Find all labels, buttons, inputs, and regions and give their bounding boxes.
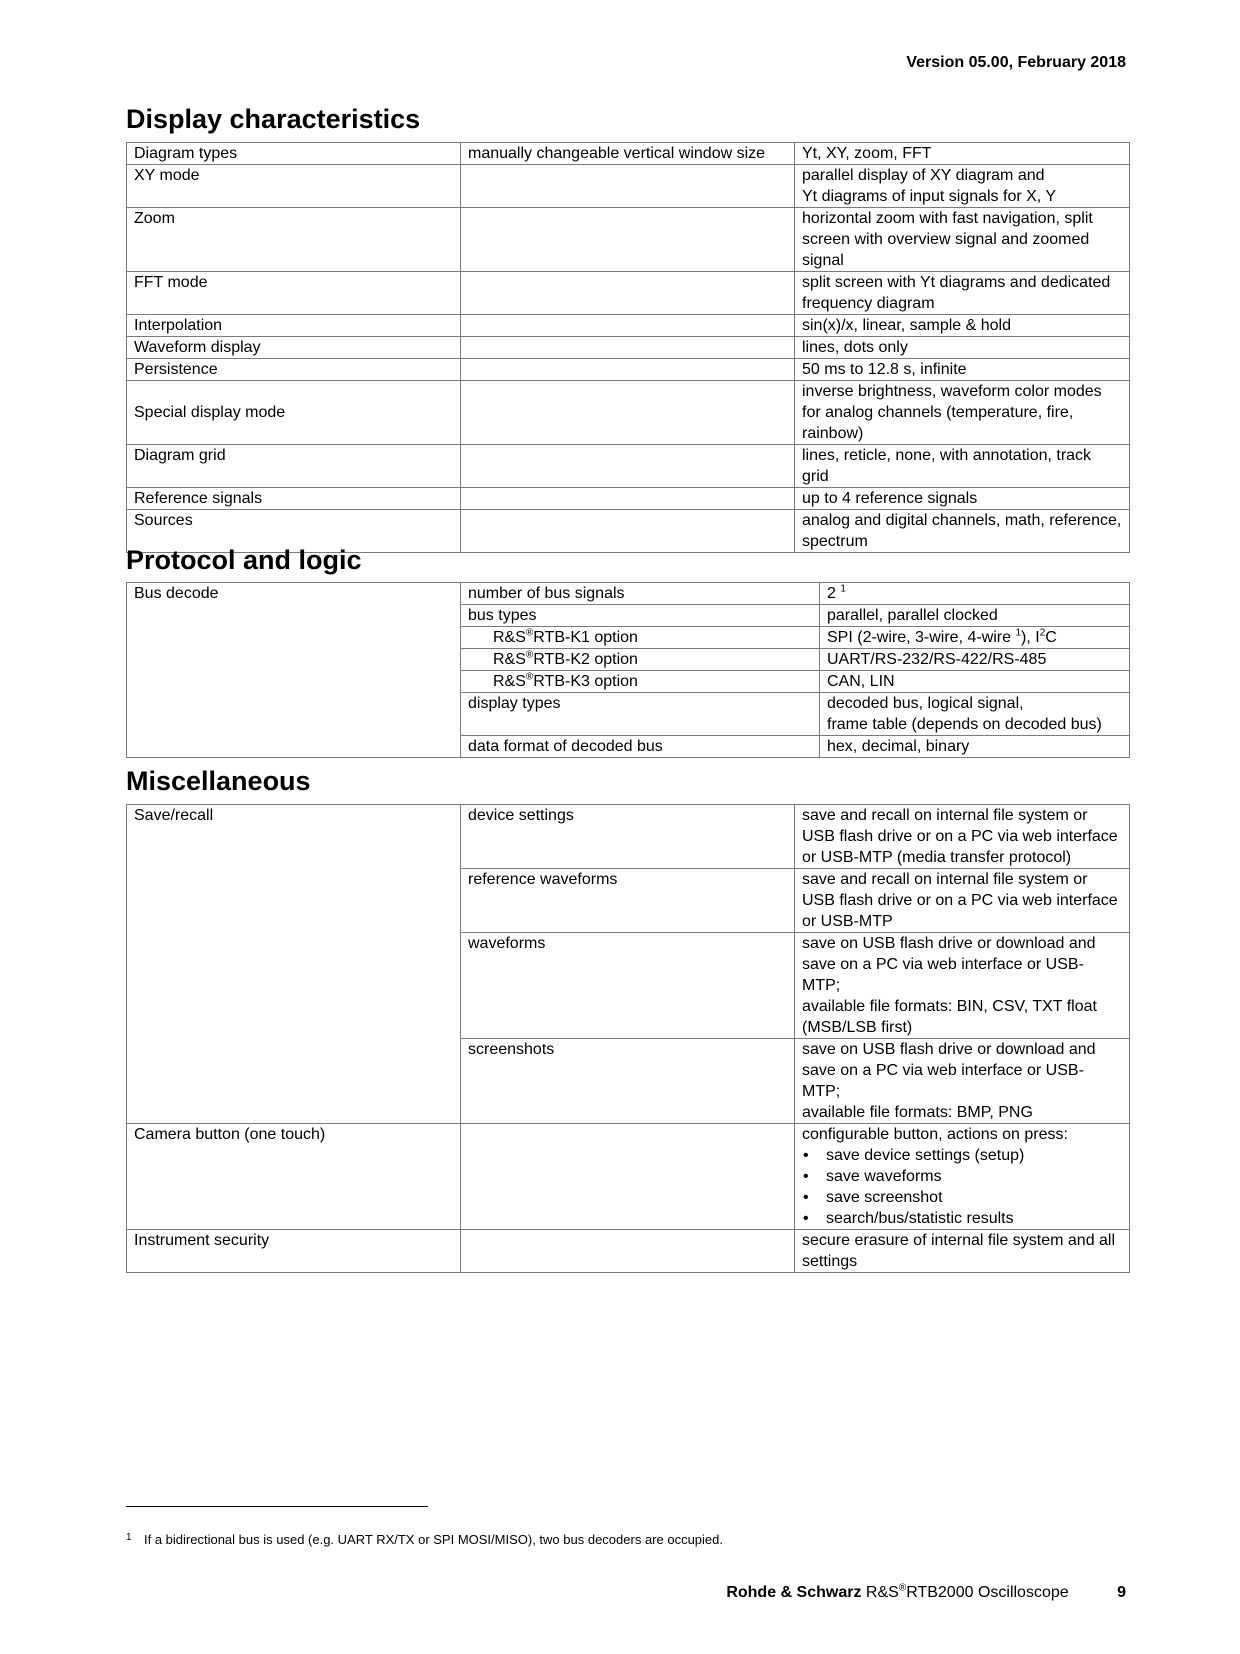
table-cell: save and recall on internal file system or USB flash drive or on a PC via web interface or USB-MTP: [795, 869, 1130, 933]
display-table-body: [127, 143, 1130, 553]
table-cell: CAN, LIN: [820, 671, 1130, 693]
registered-mark: ®: [898, 1582, 907, 1594]
table-cell: Special display mode: [127, 381, 461, 445]
table-cell: Save/recall: [127, 805, 461, 1124]
k1-value-c: C: [1045, 629, 1057, 646]
display-characteristics-table: [126, 142, 1130, 553]
bus-signals-value: 2: [827, 585, 836, 602]
section-title-display: Display characteristics: [126, 104, 421, 134]
rs-prefix: R&S: [493, 651, 526, 668]
table-cell: Diagram types: [127, 143, 461, 165]
table-row: [127, 359, 1130, 381]
footnote-ref: 1: [840, 583, 846, 595]
table-cell: Diagram grid: [127, 445, 461, 488]
table-row: [127, 208, 1130, 272]
table-cell: number of bus signals: [461, 583, 820, 605]
table-cell: parallel, parallel clocked: [820, 605, 1130, 627]
option-label: RTB-K3 option: [533, 673, 638, 690]
table-cell: split screen with Yt diagrams and dedicated frequency diagram: [795, 272, 1130, 315]
page-number: 9: [1117, 1584, 1126, 1601]
table-cell: secure erasure of internal file system and all settings: [795, 1230, 1130, 1273]
table-cell: analog and digital channels, math, reference, spectrum: [795, 510, 1130, 553]
table-cell: [461, 165, 795, 208]
page-footer: [726, 1584, 1126, 1602]
table-cell: Instrument security: [127, 1230, 461, 1273]
table-row: [127, 272, 1130, 315]
table-row: [127, 143, 1130, 165]
table-row: [127, 381, 1130, 445]
list-item: • save waveforms: [802, 1166, 1122, 1187]
footer-product-prefix: R&S: [865, 1584, 899, 1601]
table-cell: Reference signals: [127, 488, 461, 510]
table-cell: Zoom: [127, 208, 461, 272]
table-row: [127, 488, 1130, 510]
table-row: [127, 445, 1130, 488]
table-cell: hex, decimal, binary: [820, 736, 1130, 758]
table-row: [127, 583, 1130, 605]
table-cell: save and recall on internal file system or USB flash drive or on a PC via web interface or USB-MTP (media transfer protocol): [795, 805, 1130, 869]
table-cell: horizontal zoom with fast navigation, split screen with overview signal and zoomed signal: [795, 208, 1130, 272]
k1-value-b: ), I: [1021, 629, 1040, 646]
camera-intro: configurable button, actions on press:: [802, 1126, 1068, 1143]
footnote-divider: [126, 1506, 428, 1507]
footer-product: RTB2000 Oscilloscope: [906, 1584, 1069, 1601]
table-row: [127, 805, 1130, 869]
table-cell: data format of decoded bus: [461, 736, 820, 758]
table-row: [127, 315, 1130, 337]
table-cell: [461, 510, 795, 553]
table-cell: Interpolation: [127, 315, 461, 337]
table-cell: display types: [461, 693, 820, 736]
table-cell: [461, 671, 820, 693]
table-cell: Camera button (one touch): [127, 1124, 461, 1230]
k1-value-a: SPI (2-wire, 3-wire, 4-wire: [827, 629, 1016, 646]
table-cell: device settings: [461, 805, 795, 869]
registered-mark: ®: [525, 649, 534, 661]
table-cell: bus types: [461, 605, 820, 627]
table-cell: Sources: [127, 510, 461, 553]
footer-company: Rohde & Schwarz: [726, 1584, 862, 1601]
table-cell: [820, 627, 1130, 649]
table-cell: [461, 381, 795, 445]
table-cell: XY mode: [127, 165, 461, 208]
table-cell: UART/RS-232/RS-422/RS-485: [820, 649, 1130, 671]
bus-decode-cell: Bus decode: [127, 583, 461, 758]
list-item: • save device settings (setup): [802, 1145, 1122, 1166]
table-cell: sin(x)/x, linear, sample & hold: [795, 315, 1130, 337]
table-cell: up to 4 reference signals: [795, 488, 1130, 510]
table-cell: [461, 315, 795, 337]
miscellaneous-table: [126, 804, 1130, 1273]
table-row: [127, 1124, 1130, 1230]
table-cell: [461, 272, 795, 315]
table-cell: [461, 208, 795, 272]
table-cell: Yt, XY, zoom, FFT: [795, 143, 1130, 165]
section-title-misc: Miscellaneous: [126, 766, 311, 796]
rs-prefix: R&S: [493, 629, 526, 646]
table-cell: [461, 445, 795, 488]
table-row: [127, 165, 1130, 208]
table-row: [127, 1230, 1130, 1273]
table-cell: [461, 627, 820, 649]
version-header: Version 05.00, February 2018: [906, 54, 1126, 71]
footnote: [126, 1532, 723, 1547]
table-cell: waveforms: [461, 933, 795, 1039]
k1-superscript: 2: [1039, 627, 1046, 639]
table-cell: [461, 337, 795, 359]
table-cell: save on USB flash drive or download and save on a PC via web interface or USB-MTP; available file formats: BMP, PNG: [795, 1039, 1130, 1124]
rs-prefix: R&S: [493, 673, 526, 690]
registered-mark: ®: [525, 627, 534, 639]
list-item: • save screenshot: [802, 1187, 1122, 1208]
table-row: [127, 337, 1130, 359]
table-cell: decoded bus, logical signal, frame table (depends on decoded bus): [820, 693, 1130, 736]
section-title-protocol: Protocol and logic: [126, 545, 362, 575]
table-cell: [461, 649, 820, 671]
table-cell: screenshots: [461, 1039, 795, 1124]
table-cell: [795, 1124, 1130, 1230]
table-cell: Waveform display: [127, 337, 461, 359]
footnote-number: 1: [126, 1532, 132, 1543]
table-cell: [461, 488, 795, 510]
protocol-logic-table: [126, 582, 1130, 758]
table-cell: [461, 1124, 795, 1230]
option-label: RTB-K1 option: [533, 629, 638, 646]
table-cell: reference waveforms: [461, 869, 795, 933]
table-cell: lines, dots only: [795, 337, 1130, 359]
table-cell: FFT mode: [127, 272, 461, 315]
table-cell: Persistence: [127, 359, 461, 381]
footnote-ref: 1: [1015, 627, 1022, 639]
table-cell: save on USB flash drive or download and save on a PC via web interface or USB-MTP; available file formats: BIN, CSV, TXT float (MSB/LSB first): [795, 933, 1130, 1039]
footnote-text: If a bidirectional bus is used (e.g. UART RX/TX or SPI MOSI/MISO), two bus decoders are occupied.: [144, 1532, 723, 1547]
table-cell: [461, 1230, 795, 1273]
table-cell: [461, 359, 795, 381]
option-label: RTB-K2 option: [533, 651, 638, 668]
list-item: • search/bus/statistic results: [802, 1208, 1122, 1229]
camera-actions-list: [802, 1145, 1122, 1229]
table-cell: 50 ms to 12.8 s, infinite: [795, 359, 1130, 381]
registered-mark: ®: [525, 671, 534, 683]
table-cell: parallel display of XY diagram and Yt diagrams of input signals for X, Y: [795, 165, 1130, 208]
table-cell: manually changeable vertical window size: [461, 143, 795, 165]
table-cell: [820, 583, 1130, 605]
table-cell: lines, reticle, none, with annotation, track grid: [795, 445, 1130, 488]
table-cell: inverse brightness, waveform color modes for analog channels (temperature, fire, rainbow): [795, 381, 1130, 445]
